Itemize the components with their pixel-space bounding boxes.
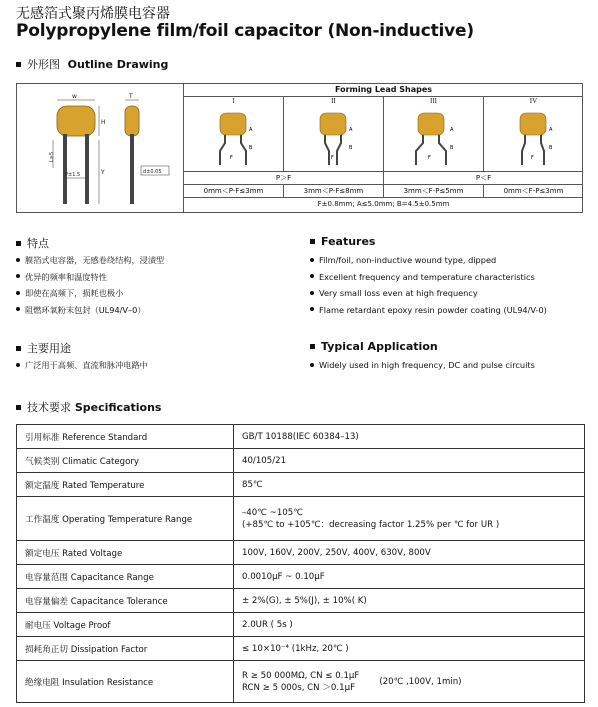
condition-left: P＞F [184, 172, 384, 184]
svg-text:Y: Y [101, 169, 105, 176]
shape-cell-2: II A B F [284, 97, 384, 171]
forming-lead-panel [183, 84, 583, 212]
lead-shape-3-icon [410, 109, 466, 169]
svg-text:B: B [549, 145, 553, 151]
features-cn-list [16, 252, 296, 318]
bullet-icon [310, 274, 314, 278]
lead-shape-2-icon [314, 109, 364, 169]
svg-text:L≥5: L≥5 [49, 151, 55, 162]
svg-text:B: B [349, 145, 353, 151]
table-row: 额定温度 Rated Temperature 85℃ [17, 473, 585, 497]
section-square-icon [16, 241, 21, 246]
forming-range-row [184, 185, 583, 198]
range-1: 0mm＜P-F≤3mm [184, 185, 284, 197]
forming-title: Forming Lead Shapes [184, 84, 583, 97]
table-row: 引用标准 Reference Standard GB/T 10188(IEC 60384–13) [17, 425, 585, 449]
svg-text:F: F [531, 155, 534, 161]
svg-text:B: B [450, 145, 454, 151]
range-4: 0mm＜F-P≤3mm [503, 187, 564, 195]
list-item: Widely used in high frequency, DC and pulse circuits [310, 357, 595, 374]
section-square-icon [16, 405, 21, 410]
specs-heading: 技术要求 Specifications [16, 399, 161, 415]
svg-text:A: A [549, 127, 553, 133]
title-chinese: 无感箔式聚丙烯膜电容器 [16, 6, 170, 22]
section-square-icon [16, 346, 21, 351]
range-3: 3mm＜F-P≤5mm [384, 185, 484, 197]
list-item: 膜箔式电容器，无感卷绕结构，浸渍型 [16, 252, 296, 269]
svg-text:A: A [349, 127, 353, 133]
table-row: 工作温度 Operating Temperature Range –40℃ ~105℃ (+85℃ to +105℃：decreasing factor 1.25% per ℃ for UR ) [17, 497, 585, 541]
shape-cell-1: I A B F [184, 97, 284, 171]
svg-text:w: w [72, 93, 77, 100]
section-square-icon [16, 62, 21, 67]
list-item: Excellent frequency and temperature characteristics [310, 269, 595, 286]
usage-en-list [310, 357, 595, 374]
list-item: 即使在高频下，损耗也极小 [16, 285, 296, 302]
svg-text:F: F [230, 155, 233, 161]
specifications-table [16, 424, 585, 703]
title-english: Polypropylene film/foil capacitor (Non-inductive) [16, 21, 474, 41]
bullet-icon [310, 363, 314, 367]
svg-text:F: F [331, 155, 334, 161]
svg-text:d±0.05: d±0.05 [143, 169, 162, 175]
shape-cell-3: III A B F [384, 97, 484, 171]
svg-text:T: T [129, 93, 133, 100]
bullet-icon [16, 363, 20, 367]
bullet-icon [310, 258, 314, 262]
table-row: 损耗角正切 Dissipation Factor ≤ 10×10⁻⁴ (1kHz, 20℃ ) [17, 637, 585, 661]
usage-cn-list [16, 357, 296, 374]
list-item: Flame retardant epoxy resin powder coating (UL94/V-0) [310, 302, 595, 319]
shape-cell-4: IV A B F [484, 97, 583, 171]
section-square-icon [310, 344, 315, 349]
features-en-list [310, 252, 595, 318]
forming-shapes-row [184, 97, 583, 172]
range-2: 3mm＜P-F≤8mm [284, 185, 384, 197]
svg-text:F: F [428, 155, 431, 161]
condition-right: P＜F [475, 174, 492, 182]
list-item: Very small loss even at high frequency [310, 285, 595, 302]
features-en-heading: Features [310, 235, 375, 248]
svg-text:H: H [101, 119, 106, 126]
svg-text:B: B [249, 145, 253, 151]
lead-shape-1-icon [214, 109, 264, 169]
table-row: 气候类别 Climatic Category 40/105/21 [17, 449, 585, 473]
bullet-icon [16, 291, 20, 295]
svg-text:P±1.5: P±1.5 [65, 172, 81, 178]
table-row: 电容量偏差 Capacitance Tolerance ± 2%(G), ± 5%(J), ± 10%( K) [17, 589, 585, 613]
bullet-icon [16, 307, 20, 311]
svg-text:A: A [450, 127, 454, 133]
outline-drawing-box [16, 83, 583, 213]
forming-condition-row [184, 172, 583, 185]
table-row: 绝缘电阻 Insulation Resistance R ≥ 50 000MΩ, CN ≤ 0.1μF RCN ≥ 5 000s, CN ＞0.1μF (20℃ ,100V, 1min) [17, 661, 585, 703]
table-row: 额定电压 Rated Voltage 100V, 160V, 200V, 250V, 400V, 630V, 800V [17, 541, 585, 565]
list-item: Film/foil, non-inductive wound type, dipped [310, 252, 595, 269]
list-item: 阻燃环氧粉末包封（UL94/V–0） [16, 302, 296, 319]
list-item: 广泛用于高频、直流和脉冲电路中 [16, 357, 296, 374]
usage-cn-heading: 主要用途 [16, 340, 71, 356]
bullet-icon [16, 258, 20, 262]
features-cn-heading: 特点 [16, 235, 49, 251]
bullet-icon [16, 274, 20, 278]
outline-heading: 外形图 Outline Drawing [16, 56, 168, 72]
usage-en-heading: Typical Application [310, 340, 438, 353]
forming-footnote: F±0.8mm; A≤5.0mm; B=4.5±0.5mm [317, 200, 450, 208]
section-square-icon [310, 239, 315, 244]
lead-shape-4-icon [514, 109, 564, 169]
table-row: 电容量范围 Capacitance Range 0.0010μF ~ 0.10μF [17, 565, 585, 589]
capacitor-outline-drawing [17, 84, 185, 212]
svg-text:A: A [249, 127, 253, 133]
bullet-icon [310, 307, 314, 311]
table-row: 耐电压 Voltage Proof 2.0UR ( 5s ) [17, 613, 585, 637]
bullet-icon [310, 291, 314, 295]
list-item: 优异的频率和温度特性 [16, 269, 296, 286]
